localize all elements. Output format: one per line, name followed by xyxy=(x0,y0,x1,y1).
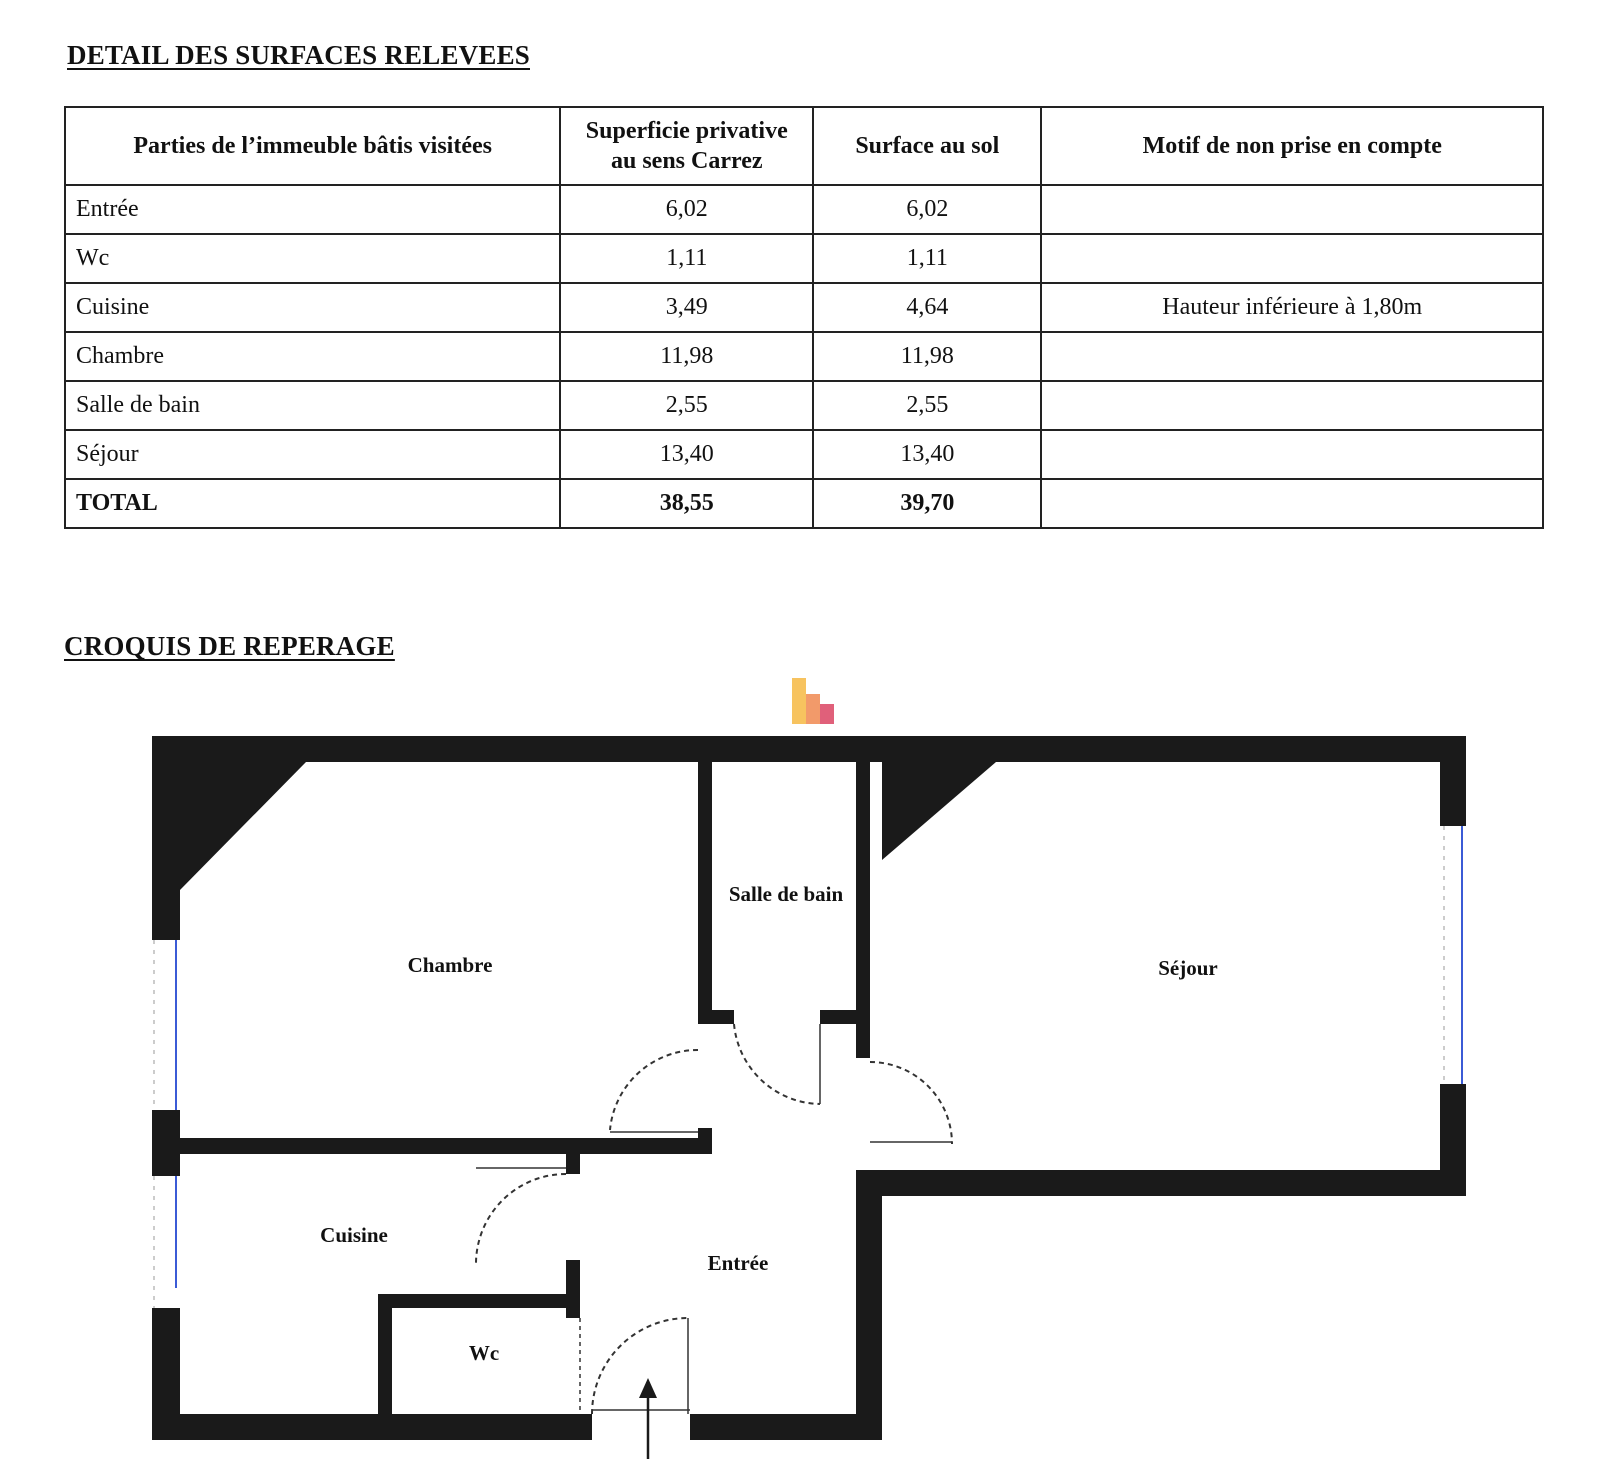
wall-chambre-stub xyxy=(698,1128,712,1154)
room-label-salle-de-bain: Salle de bain xyxy=(728,882,844,906)
cell-total-carrez: 38,55 xyxy=(560,479,813,528)
table-total-row xyxy=(65,479,1543,528)
header-carrez-line1: Superficie privative xyxy=(585,118,788,144)
wall-sdb-right-stub xyxy=(820,1010,870,1024)
logo-bar-1 xyxy=(792,678,806,724)
surfaces-table xyxy=(64,106,1544,529)
wall-sdb-left-stub xyxy=(698,1010,734,1024)
logo-bar-2 xyxy=(806,694,820,724)
wall-chambre-bottom xyxy=(180,1138,712,1154)
wall-cuisine-stub xyxy=(566,1154,580,1174)
cell-carrez: 2,55 xyxy=(560,381,813,430)
wall-bottom-right xyxy=(690,1414,882,1440)
entrance-arrow-icon xyxy=(639,1378,657,1459)
door-chambre xyxy=(610,1050,698,1130)
wall-top xyxy=(152,736,1466,762)
surfaces-section-title: DETAIL DES SURFACES RELEVEES xyxy=(67,40,530,70)
wall-right-upper xyxy=(1440,736,1466,826)
table-row xyxy=(65,430,1543,479)
cell-total-label: TOTAL xyxy=(65,479,560,528)
table-header-row xyxy=(65,107,1543,185)
cell-carrez: 11,98 xyxy=(560,332,813,381)
header-sol: Surface au sol xyxy=(813,107,1041,185)
table-row xyxy=(65,332,1543,381)
cell-carrez: 13,40 xyxy=(560,430,813,479)
door-salle-de-bain xyxy=(734,1024,820,1104)
header-motif: Motif de non prise en compte xyxy=(1041,107,1543,185)
cell-sol: 1,11 xyxy=(813,234,1041,283)
wall-sejour-bottom xyxy=(868,1170,1466,1196)
cell-total-motif xyxy=(1041,479,1543,528)
cell-sol: 13,40 xyxy=(813,430,1041,479)
floor-plan xyxy=(0,670,1600,1459)
header-carrez-line2: au sens Carrez xyxy=(610,148,763,174)
room-label-entree: Entrée xyxy=(707,1251,769,1275)
chamfer-left xyxy=(180,762,306,890)
cell-sol: 4,64 xyxy=(813,283,1041,332)
header-partie: Parties de l’immeuble bâtis visitées xyxy=(65,107,560,185)
table-row xyxy=(65,283,1543,332)
croquis-section-title: CROQUIS DE REPERAGE xyxy=(64,631,395,661)
wall-bottom-left xyxy=(152,1414,592,1440)
table-row xyxy=(65,185,1543,234)
room-label-wc: Wc xyxy=(468,1341,500,1365)
cell-carrez: 1,11 xyxy=(560,234,813,283)
cell-motif xyxy=(1041,234,1543,283)
logo-bar-3 xyxy=(820,704,834,724)
wall-wc-top xyxy=(378,1294,580,1308)
cell-motif xyxy=(1041,185,1543,234)
door-cuisine xyxy=(476,1174,566,1266)
wall-left-upper xyxy=(152,736,180,940)
cell-motif xyxy=(1041,332,1543,381)
header-carrez xyxy=(560,107,813,185)
wall-wc-left xyxy=(378,1294,392,1440)
wall-sdb-left xyxy=(698,762,712,1020)
door-sejour xyxy=(870,1062,952,1144)
cell-partie: Wc xyxy=(65,234,560,283)
walls xyxy=(152,736,1466,1440)
cell-partie: Entrée xyxy=(65,185,560,234)
cell-sol: 6,02 xyxy=(813,185,1041,234)
cell-partie: Cuisine xyxy=(65,283,560,332)
table-row xyxy=(65,234,1543,283)
door-entree xyxy=(592,1318,688,1414)
cell-carrez: 3,49 xyxy=(560,283,813,332)
table-row xyxy=(65,381,1543,430)
cell-sol: 11,98 xyxy=(813,332,1041,381)
wall-entree-right xyxy=(856,1170,882,1440)
cell-motif xyxy=(1041,430,1543,479)
wall-cuisine-right xyxy=(566,1260,580,1318)
cell-motif: Hauteur inférieure à 1,80m xyxy=(1041,283,1543,332)
chamfer-right xyxy=(882,762,996,860)
cell-total-sol: 39,70 xyxy=(813,479,1041,528)
room-label-chambre: Chambre xyxy=(407,953,493,977)
cell-partie: Salle de bain xyxy=(65,381,560,430)
room-label-cuisine: Cuisine xyxy=(320,1223,388,1247)
cell-partie: Chambre xyxy=(65,332,560,381)
room-label-sejour: Séjour xyxy=(1158,956,1218,980)
cell-carrez: 6,02 xyxy=(560,185,813,234)
cell-partie: Séjour xyxy=(65,430,560,479)
cell-motif xyxy=(1041,381,1543,430)
cell-sol: 2,55 xyxy=(813,381,1041,430)
